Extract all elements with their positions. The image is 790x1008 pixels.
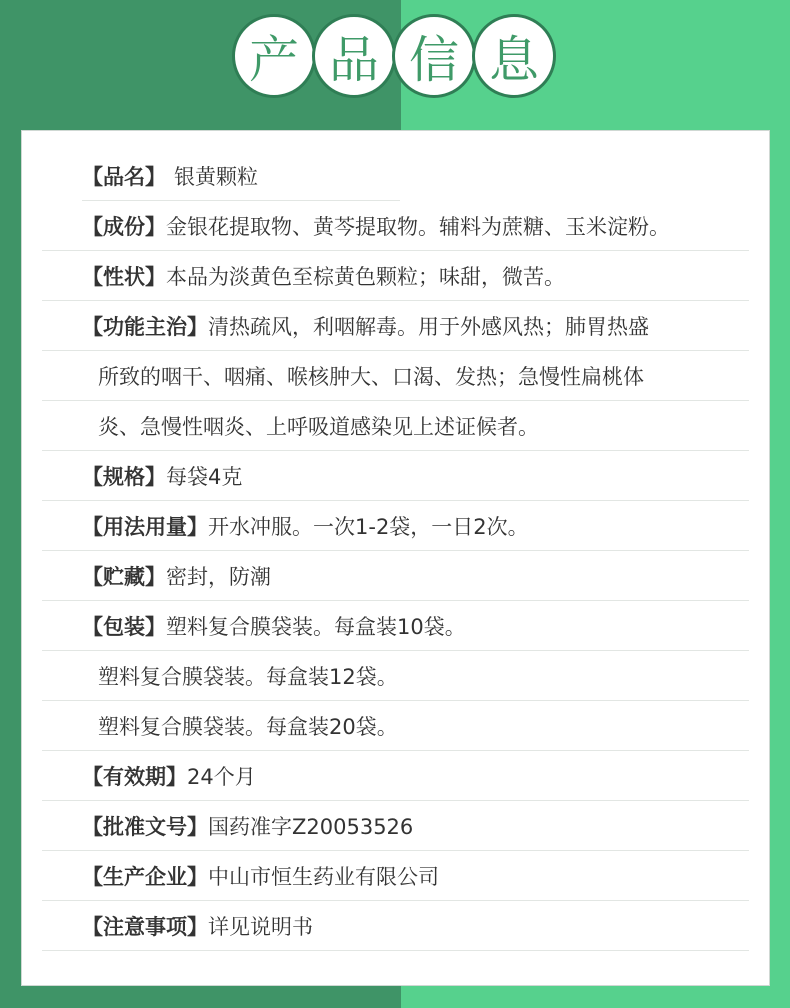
row-appearance (82, 251, 749, 301)
row-label: 【有效期】 (82, 765, 187, 789)
row-value: 清热疏风，利咽解毒。用于外感风热；肺胃热盛 (208, 315, 649, 339)
row-value: 每袋4克 (166, 465, 243, 489)
row-value: 金银花提取物、黄芩提取物。辅料为蔗糖、玉米淀粉。 (166, 215, 670, 239)
row-value: 塑料复合膜袋装。每盒装20袋。 (98, 715, 398, 739)
row-value: 详见说明书 (208, 915, 313, 939)
title-char-3: 信 (392, 14, 476, 98)
row-value: 中山市恒生药业有限公司 (208, 865, 439, 889)
title-char-4: 息 (472, 14, 556, 98)
row-label: 【用法用量】 (82, 515, 208, 539)
row-storage (82, 551, 749, 601)
row-packaging (82, 601, 749, 651)
row-label: 【贮藏】 (82, 565, 166, 589)
row-packaging-cont-1 (82, 651, 749, 701)
row-manufacturer (82, 851, 749, 901)
row-indications-cont-2 (82, 401, 749, 451)
row-value: 所致的咽干、咽痛、喉核肿大、口渴、发热；急慢性扁桃体 (98, 365, 644, 389)
title-char-1: 产 (232, 14, 316, 98)
row-label: 【性状】 (82, 265, 166, 289)
row-packaging-cont-2 (82, 701, 749, 751)
row-dosage (82, 501, 749, 551)
row-label: 【品名】 (82, 165, 166, 189)
product-info-card (21, 130, 770, 986)
row-value: 塑料复合膜袋装。每盒装12袋。 (98, 665, 398, 689)
row-precautions (82, 901, 749, 951)
row-value: 本品为淡黄色至棕黄色颗粒；味甜，微苦。 (166, 265, 565, 289)
row-value: 开水冲服。一次1-2袋，一日2次。 (208, 515, 529, 539)
row-label: 【包装】 (82, 615, 166, 639)
page-title (232, 14, 558, 104)
row-label: 【功能主治】 (82, 315, 208, 339)
row-indications-cont-1 (82, 351, 749, 401)
row-value: 炎、急慢性咽炎、上呼吸道感染见上述证候者。 (98, 415, 539, 439)
row-label: 【注意事项】 (82, 915, 208, 939)
row-label: 【规格】 (82, 465, 166, 489)
row-label: 【生产企业】 (82, 865, 208, 889)
row-value: 24个月 (187, 765, 256, 789)
row-name (82, 151, 749, 201)
row-label: 【成份】 (82, 215, 166, 239)
row-ingredients (82, 201, 749, 251)
row-indications (82, 301, 749, 351)
title-char-2: 品 (312, 14, 396, 98)
row-specification (82, 451, 749, 501)
row-value: 国药准字Z20053526 (208, 815, 414, 839)
row-value: 塑料复合膜袋装。每盒装10袋。 (166, 615, 466, 639)
row-value: 密封，防潮 (166, 565, 271, 589)
row-label: 【批准文号】 (82, 815, 208, 839)
row-approval-number (82, 801, 749, 851)
row-value: 银黄颗粒 (174, 165, 258, 189)
row-shelf-life (82, 751, 749, 801)
